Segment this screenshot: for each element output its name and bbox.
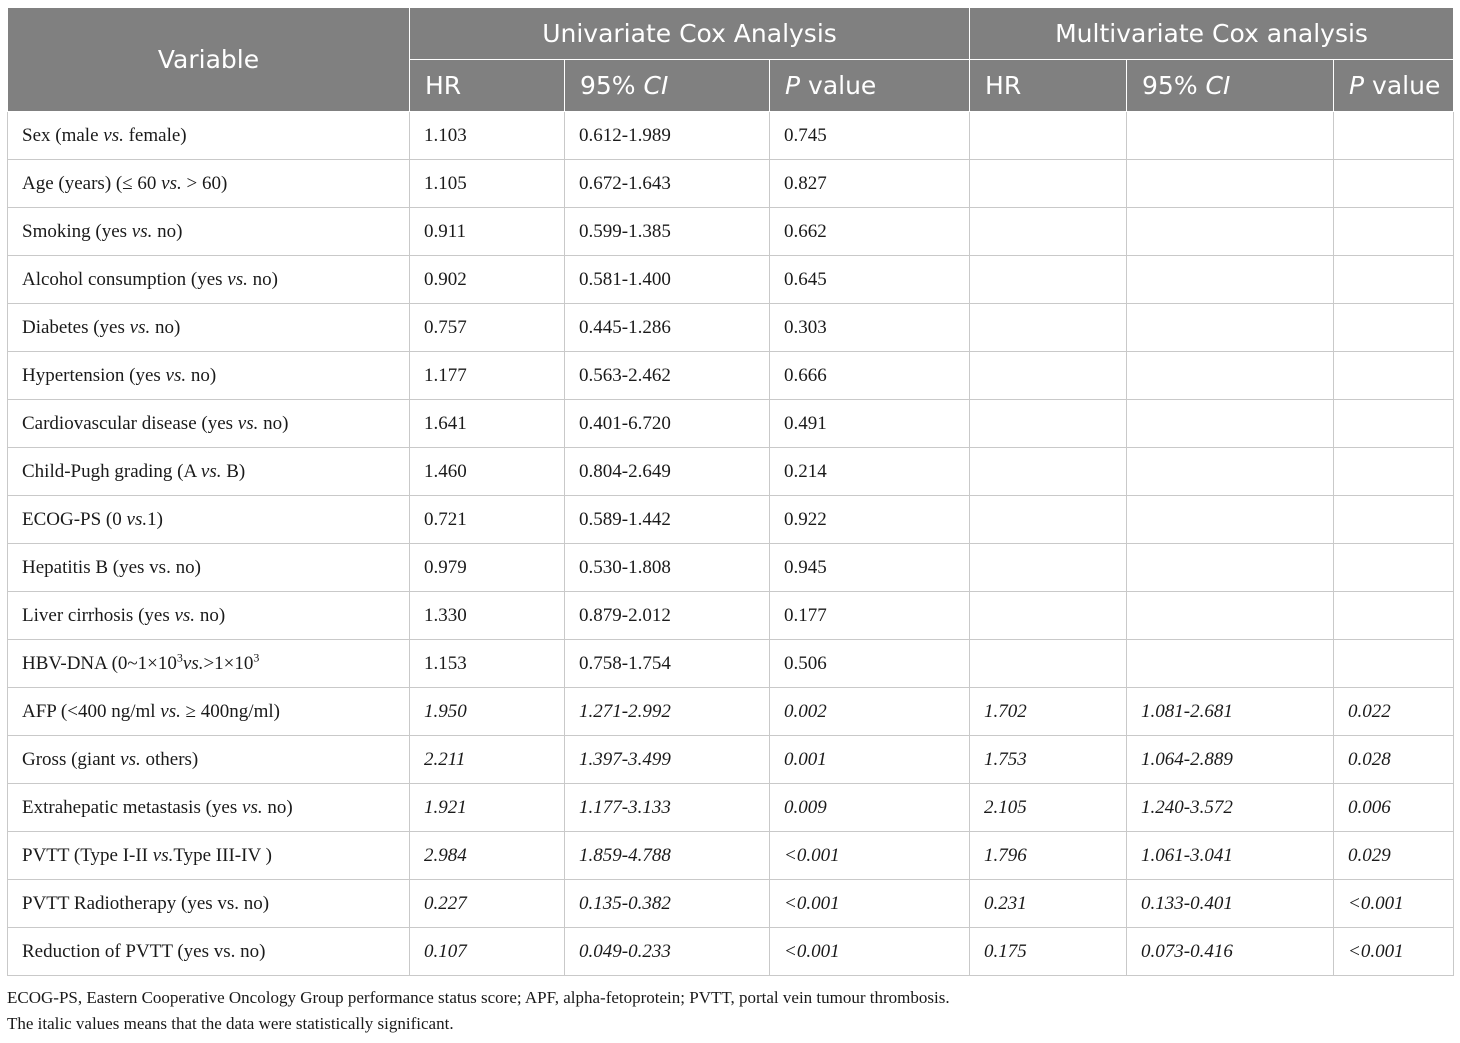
univariate-ci-cell: 1.177-3.133 [565,784,770,832]
multivariate-hr-cell [970,592,1127,640]
univariate-hr-cell: 1.950 [410,688,565,736]
variable-text: Smoking (yes [22,220,132,242]
multivariate-hr-cell [970,544,1127,592]
variable-cell [8,304,410,352]
variable-vs: vs. [182,652,204,674]
variable-cell [8,784,410,832]
variable-text: ≥ 400ng/ml) [180,700,280,722]
univariate-hr-cell: 1.105 [410,160,565,208]
multivariate-hr-cell: 1.796 [970,832,1127,880]
variable-vs: vs. [103,124,124,146]
variable-cell [8,640,410,688]
univariate-hr-cell: 0.227 [410,880,565,928]
footnote-abbreviations: ECOG-PS, Eastern Cooperative Oncology Group performance status score; APF, alpha-fetoprotein; PVTT, portal vein tumour thrombosis. [7,988,950,1007]
univariate-ci-cell: 0.758-1.754 [565,640,770,688]
univariate-hr-cell: 0.721 [410,496,565,544]
univariate-p-value-cell: 0.666 [770,352,970,400]
table-row [8,160,1454,208]
table-row [8,832,1454,880]
univariate-ci-cell: 0.589-1.442 [565,496,770,544]
univariate-hr-cell: 1.460 [410,448,565,496]
multivariate-p-value-cell [1334,160,1454,208]
header-p-rest: value [1364,71,1441,100]
univariate-p-value-cell: 0.645 [770,256,970,304]
header-multi-hr: HR [970,60,1127,112]
multivariate-hr-cell: 0.175 [970,928,1127,976]
variable-vs: vs. [174,604,196,626]
variable-text: Extrahepatic metastasis (yes [22,796,243,818]
univariate-p-value-cell: <0.001 [770,880,970,928]
table-row [8,112,1454,160]
header-p-rest: value [800,71,877,100]
multivariate-p-value-cell [1334,352,1454,400]
multivariate-p-value-cell: 0.028 [1334,736,1454,784]
variable-vs: vs. [152,844,174,866]
header-multi-p [1334,60,1454,112]
multivariate-hr-cell [970,400,1127,448]
multivariate-ci-cell [1127,496,1334,544]
variable-text: others) [140,748,199,770]
variable-text: Hepatitis B (yes vs. no) [22,556,201,578]
multivariate-ci-cell [1127,352,1334,400]
variable-cell [8,736,410,784]
multivariate-ci-cell: 1.064-2.889 [1127,736,1334,784]
univariate-hr-cell: 1.330 [410,592,565,640]
multivariate-ci-cell [1127,256,1334,304]
footnote-italic-note: The italic values means that the data were statistically significant. [7,1014,454,1033]
header-uni-hr: HR [410,60,565,112]
univariate-ci-cell: 1.397-3.499 [565,736,770,784]
multivariate-p-value-cell [1334,112,1454,160]
variable-vs: vs. [129,316,151,338]
multivariate-hr-cell [970,208,1127,256]
univariate-hr-cell: 1.177 [410,352,565,400]
table-row [8,592,1454,640]
variable-cell [8,160,410,208]
multivariate-hr-cell [970,352,1127,400]
header-ci-number: 95% [580,71,644,100]
variable-cell [8,400,410,448]
univariate-hr-cell: 2.984 [410,832,565,880]
table-row [8,688,1454,736]
multivariate-hr-cell [970,640,1127,688]
univariate-hr-cell: 0.107 [410,928,565,976]
variable-text: Age (years) (≤ 60 [22,172,162,194]
table-row [8,784,1454,832]
multivariate-p-value-cell: <0.001 [1334,928,1454,976]
univariate-p-value-cell: 0.827 [770,160,970,208]
variable-text: Gross (giant [22,748,121,770]
variable-text: Alcohol consumption (yes [22,268,228,290]
univariate-ci-cell: 0.599-1.385 [565,208,770,256]
table-row [8,544,1454,592]
variable-vs: vs. [237,412,259,434]
table-row [8,880,1454,928]
header-uni-p [770,60,970,112]
multivariate-ci-cell: 0.073-0.416 [1127,928,1334,976]
variable-vs: vs. [120,748,141,770]
variable-text: no) [262,796,293,818]
variable-vs: vs. [165,364,187,386]
variable-vs: vs. [161,172,182,194]
multivariate-ci-cell [1127,400,1334,448]
variable-text: no) [195,604,226,626]
variable-cell [8,688,410,736]
multivariate-p-value-cell: 0.029 [1334,832,1454,880]
variable-text: AFP (<400 ng/ml [22,700,161,722]
multivariate-ci-cell [1127,640,1334,688]
univariate-ci-cell: 1.859-4.788 [565,832,770,880]
multivariate-hr-cell [970,448,1127,496]
variable-cell [8,448,410,496]
header-p-italic: P [785,71,801,100]
univariate-ci-cell: 0.530-1.808 [565,544,770,592]
header-univariate: Univariate Cox Analysis [410,8,970,60]
univariate-ci-cell: 0.879-2.012 [565,592,770,640]
univariate-ci-cell: 0.581-1.400 [565,256,770,304]
multivariate-p-value-cell [1334,448,1454,496]
multivariate-ci-cell [1127,112,1334,160]
variable-text: no) [150,316,181,338]
header-multi-ci [1127,60,1334,112]
multivariate-hr-cell [970,496,1127,544]
variable-superscript: 3 [176,650,183,665]
variable-cell [8,256,410,304]
univariate-ci-cell: 0.612-1.989 [565,112,770,160]
variable-text: PVTT (Type I-II [22,844,153,866]
univariate-p-value-cell: 0.491 [770,400,970,448]
table-body [8,112,1454,976]
univariate-hr-cell: 0.757 [410,304,565,352]
header-ci-italic: CI [643,71,669,100]
multivariate-p-value-cell [1334,640,1454,688]
variable-text: Child-Pugh grading (A [22,460,201,482]
variable-text: 1) [147,508,163,530]
univariate-hr-cell: 2.211 [410,736,565,784]
multivariate-ci-cell [1127,592,1334,640]
univariate-ci-cell: 0.135-0.382 [565,880,770,928]
table-row [8,304,1454,352]
multivariate-ci-cell [1127,304,1334,352]
univariate-ci-cell: 0.672-1.643 [565,160,770,208]
univariate-p-value-cell: 0.945 [770,544,970,592]
univariate-hr-cell: 1.641 [410,400,565,448]
multivariate-ci-cell [1127,544,1334,592]
variable-text: no) [152,220,183,242]
multivariate-hr-cell [970,304,1127,352]
univariate-p-value-cell: 0.506 [770,640,970,688]
variable-text: female) [123,124,187,146]
header-variable: Variable [8,8,410,112]
cox-analysis-table [7,7,1454,976]
multivariate-ci-cell [1127,160,1334,208]
variable-superscript: 3 [253,650,260,665]
univariate-p-value-cell: <0.001 [770,928,970,976]
table-row [8,352,1454,400]
univariate-ci-cell: 1.271-2.992 [565,688,770,736]
variable-cell [8,928,410,976]
multivariate-hr-cell [970,256,1127,304]
multivariate-p-value-cell: 0.022 [1334,688,1454,736]
variable-text: B) [221,460,246,482]
multivariate-ci-cell [1127,208,1334,256]
variable-cell [8,544,410,592]
univariate-p-value-cell: 0.745 [770,112,970,160]
variable-text: no) [258,412,289,434]
variable-vs: vs. [242,796,263,818]
multivariate-p-value-cell [1334,592,1454,640]
header-ci-number: 95% [1142,71,1206,100]
header-ci-italic: CI [1205,71,1231,100]
variable-cell [8,592,410,640]
variable-text: Type III-IV ) [173,844,272,866]
variable-text: Cardiovascular disease (yes [22,412,238,434]
multivariate-ci-cell: 1.081-2.681 [1127,688,1334,736]
univariate-ci-cell: 0.049-0.233 [565,928,770,976]
variable-cell [8,880,410,928]
variable-text: > 60) [181,172,228,194]
univariate-ci-cell: 0.445-1.286 [565,304,770,352]
multivariate-p-value-cell [1334,544,1454,592]
variable-text: Liver cirrhosis (yes [22,604,175,626]
multivariate-hr-cell: 2.105 [970,784,1127,832]
variable-cell [8,112,410,160]
variable-cell [8,208,410,256]
table-row [8,496,1454,544]
table-row [8,256,1454,304]
variable-vs: vs. [126,508,148,530]
variable-vs: vs. [160,700,181,722]
header-multivariate: Multivariate Cox analysis [970,8,1454,60]
table-row [8,736,1454,784]
multivariate-p-value-cell: 0.006 [1334,784,1454,832]
univariate-hr-cell: 1.153 [410,640,565,688]
variable-text: no) [186,364,217,386]
multivariate-p-value-cell [1334,400,1454,448]
table-row [8,928,1454,976]
multivariate-p-value-cell [1334,208,1454,256]
variable-vs: vs. [200,460,222,482]
univariate-hr-cell: 0.911 [410,208,565,256]
table-row [8,448,1454,496]
variable-text: no) [247,268,278,290]
multivariate-ci-cell: 0.133-0.401 [1127,880,1334,928]
variable-cell [8,352,410,400]
variable-text: ECOG-PS (0 [22,508,127,530]
univariate-ci-cell: 0.804-2.649 [565,448,770,496]
variable-text: >1×10 [203,652,254,674]
univariate-hr-cell: 0.979 [410,544,565,592]
univariate-p-value-cell: 0.177 [770,592,970,640]
multivariate-hr-cell: 0.231 [970,880,1127,928]
univariate-p-value-cell: 0.922 [770,496,970,544]
univariate-p-value-cell: 0.001 [770,736,970,784]
variable-cell [8,496,410,544]
variable-text: PVTT Radiotherapy (yes vs. no) [22,892,270,914]
variable-text: Hypertension (yes [22,364,166,386]
header-p-italic: P [1349,71,1365,100]
univariate-ci-cell: 0.401-6.720 [565,400,770,448]
univariate-ci-cell: 0.563-2.462 [565,352,770,400]
multivariate-p-value-cell [1334,496,1454,544]
univariate-p-value-cell: 0.002 [770,688,970,736]
variable-vs: vs. [131,220,153,242]
multivariate-hr-cell: 1.702 [970,688,1127,736]
multivariate-p-value-cell [1334,256,1454,304]
univariate-hr-cell: 1.103 [410,112,565,160]
multivariate-ci-cell: 1.061-3.041 [1127,832,1334,880]
multivariate-ci-cell [1127,448,1334,496]
variable-cell [8,832,410,880]
multivariate-hr-cell: 1.753 [970,736,1127,784]
multivariate-ci-cell: 1.240-3.572 [1127,784,1334,832]
table-row [8,640,1454,688]
header-uni-ci [565,60,770,112]
multivariate-hr-cell [970,112,1127,160]
variable-vs: vs. [227,268,248,290]
multivariate-p-value-cell: <0.001 [1334,880,1454,928]
table-row [8,208,1454,256]
multivariate-hr-cell [970,160,1127,208]
univariate-p-value-cell: 0.009 [770,784,970,832]
univariate-p-value-cell: <0.001 [770,832,970,880]
univariate-p-value-cell: 0.214 [770,448,970,496]
univariate-p-value-cell: 0.303 [770,304,970,352]
variable-text: Diabetes (yes [22,316,130,338]
variable-text: Reduction of PVTT (yes vs. no) [22,940,266,962]
univariate-hr-cell: 1.921 [410,784,565,832]
multivariate-p-value-cell [1334,304,1454,352]
variable-text: Sex (male [22,124,104,146]
table-row [8,400,1454,448]
univariate-p-value-cell: 0.662 [770,208,970,256]
univariate-hr-cell: 0.902 [410,256,565,304]
variable-text: HBV-DNA (0~1×10 [22,652,177,674]
